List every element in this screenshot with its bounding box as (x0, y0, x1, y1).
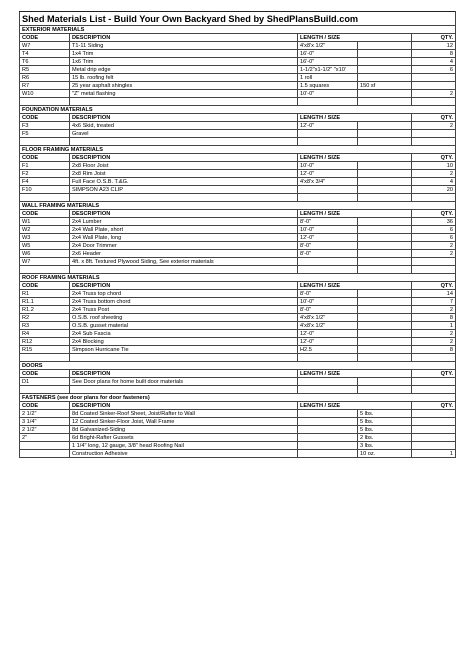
empty-cell (412, 354, 456, 362)
description-cell: 2x4 Blocking (70, 338, 298, 346)
length-header: LENGTH / SIZE (298, 210, 412, 218)
description-header: DESCRIPTION (70, 34, 298, 42)
empty-cell (412, 386, 456, 394)
code-header: CODE (20, 34, 70, 42)
extra-cell: 150 sf (358, 82, 412, 90)
table-row (20, 418, 456, 426)
table-row (20, 314, 456, 322)
qty-cell: 1 (412, 450, 456, 458)
length-cell: 1-1/2"x1-1/2" "x10' (298, 66, 358, 74)
qty-cell (412, 378, 456, 386)
code-cell: R2 (20, 314, 70, 322)
code-cell: W2 (20, 226, 70, 234)
length-header: LENGTH / SIZE (298, 370, 412, 378)
extra-cell: 3 lbs. (358, 442, 412, 450)
table-row (20, 290, 456, 298)
qty-header: QTY. (412, 154, 456, 162)
qty-header: QTY. (412, 210, 456, 218)
empty-cell (298, 194, 358, 202)
extra-cell (358, 258, 412, 266)
description-cell: 2x4 Truss top chord (70, 290, 298, 298)
extra-cell: 5 lbs. (358, 426, 412, 434)
section-title-row (20, 106, 456, 114)
section-title: EXTERIOR MATERIALS (20, 26, 456, 34)
description-cell: 2x4 Wall Plate, long (70, 234, 298, 242)
extra-cell (358, 170, 412, 178)
empty-cell (20, 354, 70, 362)
code-cell: R5 (20, 66, 70, 74)
empty-cell (298, 138, 358, 146)
code-cell: 3 1/4" (20, 418, 70, 426)
extra-cell: 5 lbs. (358, 418, 412, 426)
table-row (20, 130, 456, 138)
length-cell (298, 442, 358, 450)
qty-header: QTY. (412, 34, 456, 42)
description-cell: O.S.B. roof sheeting (70, 314, 298, 322)
column-header-row (20, 402, 456, 410)
extra-cell (358, 42, 412, 50)
code-cell: F1 (20, 162, 70, 170)
code-cell: T4 (20, 50, 70, 58)
table-row (20, 82, 456, 90)
empty-cell (70, 386, 298, 394)
length-header: LENGTH / SIZE (298, 282, 412, 290)
description-cell: Gravel (70, 130, 298, 138)
section-title: FOUNDATION MATERIALS (20, 106, 456, 114)
length-cell (298, 434, 358, 442)
qty-cell: 2 (412, 250, 456, 258)
column-header-row (20, 210, 456, 218)
code-cell: F3 (20, 122, 70, 130)
column-header-row (20, 370, 456, 378)
code-cell: F5 (20, 130, 70, 138)
spacer-row (20, 194, 456, 202)
empty-cell (20, 138, 70, 146)
table-row (20, 186, 456, 194)
qty-cell: 8 (412, 314, 456, 322)
qty-cell: 20 (412, 186, 456, 194)
qty-cell: 4 (412, 58, 456, 66)
code-cell (20, 442, 70, 450)
length-cell: 8'-0" (298, 250, 358, 258)
extra-cell (358, 90, 412, 98)
spacer-row (20, 138, 456, 146)
spacer-row (20, 98, 456, 106)
qty-header: QTY. (412, 282, 456, 290)
code-cell: F10 (20, 186, 70, 194)
page-title: Shed Materials List - Build Your Own Backyard Shed by ShedPlansBuild.com (20, 12, 456, 26)
empty-cell (70, 194, 298, 202)
table-row (20, 330, 456, 338)
description-cell: SIMPSON A23 CLIP (70, 186, 298, 194)
qty-cell (412, 130, 456, 138)
length-cell: 16'-0" (298, 50, 358, 58)
spacer-row (20, 266, 456, 274)
qty-cell (412, 258, 456, 266)
table-row (20, 434, 456, 442)
code-cell: W10 (20, 90, 70, 98)
table-row (20, 90, 456, 98)
table-row (20, 410, 456, 418)
length-cell (298, 426, 358, 434)
table-row (20, 306, 456, 314)
empty-cell (412, 194, 456, 202)
description-cell: 2x4 Lumber (70, 218, 298, 226)
length-cell: H2.5 (298, 346, 358, 354)
table-row (20, 378, 456, 386)
description-header: DESCRIPTION (70, 154, 298, 162)
materials-sheet (19, 11, 455, 458)
description-cell: 2x4 Door Trimmer (70, 242, 298, 250)
length-cell: 4'x8'x 1/2" (298, 322, 358, 330)
length-cell: 10'-0" (298, 226, 358, 234)
table-row (20, 258, 456, 266)
qty-cell: 2 (412, 170, 456, 178)
length-cell (298, 258, 358, 266)
length-cell: 8'-0" (298, 290, 358, 298)
length-cell: 10'-0" (298, 298, 358, 306)
empty-cell (20, 98, 70, 106)
section-title: DOORS (20, 362, 456, 370)
materials-table (19, 11, 456, 458)
description-cell: Metal drip edge (70, 66, 298, 74)
description-cell: 8d Galvanized-Siding (70, 426, 298, 434)
qty-cell: 8 (412, 50, 456, 58)
table-row (20, 242, 456, 250)
length-cell: 16'-0" (298, 58, 358, 66)
code-cell: R6 (20, 74, 70, 82)
empty-cell (412, 266, 456, 274)
description-header: DESCRIPTION (70, 370, 298, 378)
description-cell: 1x6 Trim (70, 58, 298, 66)
description-cell: Full Face O.S.B. T.&G. (70, 178, 298, 186)
code-cell: 2" (20, 434, 70, 442)
empty-cell (298, 98, 358, 106)
section-title: FLOOR FRAMING MATERIALS (20, 146, 456, 154)
description-cell: 1x4 Trim (70, 50, 298, 58)
description-cell: Construction Adhesive (70, 450, 298, 458)
table-row (20, 178, 456, 186)
extra-cell (358, 162, 412, 170)
description-cell: 25 year asphalt shingles (70, 82, 298, 90)
code-header: CODE (20, 402, 70, 410)
section-title: ROOF FRAMING MATERIALS (20, 274, 456, 282)
code-cell: T6 (20, 58, 70, 66)
empty-cell (20, 266, 70, 274)
length-cell: 4'x8'x 3/4" (298, 178, 358, 186)
code-cell: R3 (20, 322, 70, 330)
length-header: LENGTH / SIZE (298, 114, 412, 122)
table-row (20, 450, 456, 458)
empty-cell (70, 138, 298, 146)
qty-cell: 2 (412, 122, 456, 130)
code-header: CODE (20, 282, 70, 290)
description-header: DESCRIPTION (70, 402, 298, 410)
table-row (20, 50, 456, 58)
extra-cell: 2 lbs. (358, 434, 412, 442)
code-cell: W7 (20, 258, 70, 266)
code-header: CODE (20, 114, 70, 122)
empty-cell (298, 386, 358, 394)
description-cell: T1-11 Siding (70, 42, 298, 50)
description-cell: "Z" metal flashing (70, 90, 298, 98)
code-cell: F2 (20, 170, 70, 178)
extra-cell (358, 250, 412, 258)
code-cell: R1.2 (20, 306, 70, 314)
table-row (20, 122, 456, 130)
qty-cell: 10 (412, 162, 456, 170)
length-cell (298, 410, 358, 418)
code-cell (20, 450, 70, 458)
qty-header: QTY. (412, 402, 456, 410)
code-header: CODE (20, 154, 70, 162)
empty-cell (20, 194, 70, 202)
code-cell: R15 (20, 346, 70, 354)
section-title: WALL FRAMING MATERIALS (20, 202, 456, 210)
length-cell (298, 186, 358, 194)
empty-cell (358, 194, 412, 202)
length-cell: 12'-0" (298, 122, 358, 130)
empty-cell (298, 266, 358, 274)
extra-cell (358, 226, 412, 234)
length-cell: 4'x8'x 1/2" (298, 314, 358, 322)
section-title-row (20, 202, 456, 210)
code-header: CODE (20, 370, 70, 378)
length-cell: 1.5 squares (298, 82, 358, 90)
code-cell: D1 (20, 378, 70, 386)
table-row (20, 250, 456, 258)
spacer-row (20, 386, 456, 394)
length-header: LENGTH / SIZE (298, 154, 412, 162)
qty-cell: 4 (412, 178, 456, 186)
length-cell: 12'-0" (298, 170, 358, 178)
empty-cell (358, 386, 412, 394)
empty-cell (70, 354, 298, 362)
description-header: DESCRIPTION (70, 210, 298, 218)
extra-cell (358, 218, 412, 226)
length-cell: 12'-0" (298, 234, 358, 242)
qty-cell: 12 (412, 42, 456, 50)
code-cell: R4 (20, 330, 70, 338)
extra-cell (358, 330, 412, 338)
extra-cell (358, 378, 412, 386)
length-cell: 10'-0" (298, 90, 358, 98)
table-row (20, 66, 456, 74)
code-cell: R1 (20, 290, 70, 298)
qty-cell (412, 426, 456, 434)
table-row (20, 234, 456, 242)
qty-cell (412, 418, 456, 426)
code-cell: R12 (20, 338, 70, 346)
qty-cell: 2 (412, 330, 456, 338)
empty-cell (358, 98, 412, 106)
empty-cell (70, 98, 298, 106)
table-row (20, 58, 456, 66)
description-cell: 12 Coated Sinker-Floor Joist, Wall Frame (70, 418, 298, 426)
table-row (20, 338, 456, 346)
description-cell: 2x4 Wall Plate, short (70, 226, 298, 234)
description-cell: 2x4 Sub Fascia (70, 330, 298, 338)
qty-cell (412, 82, 456, 90)
extra-cell (358, 50, 412, 58)
length-cell (298, 378, 358, 386)
qty-cell: 2 (412, 242, 456, 250)
section-title: FASTENERS (see door plans for door fasteners) (20, 394, 456, 402)
description-cell: 2x8 Rim Joist (70, 170, 298, 178)
extra-cell (358, 290, 412, 298)
description-cell: 2x4 Truss bottom chord (70, 298, 298, 306)
extra-cell: 5 lbs. (358, 410, 412, 418)
length-cell (298, 130, 358, 138)
code-header: CODE (20, 210, 70, 218)
qty-header: QTY. (412, 370, 456, 378)
qty-cell: 6 (412, 234, 456, 242)
description-cell: 15 lb. roofing felt (70, 74, 298, 82)
table-row (20, 426, 456, 434)
qty-cell (412, 434, 456, 442)
length-cell: 12'-0" (298, 330, 358, 338)
qty-header: QTY. (412, 114, 456, 122)
table-row (20, 442, 456, 450)
title-row (20, 12, 456, 26)
qty-cell (412, 442, 456, 450)
qty-cell: 6 (412, 226, 456, 234)
description-cell: 2x8 Floor Joist (70, 162, 298, 170)
empty-cell (20, 386, 70, 394)
section-title-row (20, 146, 456, 154)
length-cell: 1 roll (298, 74, 358, 82)
qty-cell: 36 (412, 218, 456, 226)
table-row (20, 346, 456, 354)
column-header-row (20, 154, 456, 162)
length-cell (298, 450, 358, 458)
column-header-row (20, 34, 456, 42)
table-row (20, 322, 456, 330)
extra-cell (358, 322, 412, 330)
description-cell: 4x6 Skid, treated (70, 122, 298, 130)
column-header-row (20, 114, 456, 122)
empty-cell (70, 266, 298, 274)
description-cell: See Door plans for home built door materials (70, 378, 298, 386)
length-cell (298, 418, 358, 426)
qty-cell: 14 (412, 290, 456, 298)
table-row (20, 42, 456, 50)
extra-cell (358, 242, 412, 250)
description-cell: 4ft. x 8ft. Textured Plywood Siding, See exterior materials (70, 258, 298, 266)
extra-cell (358, 178, 412, 186)
code-cell: W6 (20, 250, 70, 258)
section-title-row (20, 394, 456, 402)
code-cell: R7 (20, 82, 70, 90)
length-cell: 8'-0" (298, 242, 358, 250)
extra-cell (358, 130, 412, 138)
code-cell: F4 (20, 178, 70, 186)
length-cell: 8'-0" (298, 306, 358, 314)
description-cell: 2x6 Header (70, 250, 298, 258)
qty-cell: 7 (412, 298, 456, 306)
table-row (20, 170, 456, 178)
extra-cell (358, 122, 412, 130)
description-header: DESCRIPTION (70, 282, 298, 290)
extra-cell (358, 74, 412, 82)
length-cell: 12'-0" (298, 338, 358, 346)
extra-cell (358, 314, 412, 322)
qty-cell: 1 (412, 322, 456, 330)
empty-cell (412, 138, 456, 146)
empty-cell (298, 354, 358, 362)
section-title-row (20, 362, 456, 370)
qty-cell: 2 (412, 306, 456, 314)
qty-cell: 8 (412, 346, 456, 354)
materials-table-body (20, 12, 456, 458)
empty-cell (358, 266, 412, 274)
description-cell: Simpson Hurricane Tie (70, 346, 298, 354)
description-header: DESCRIPTION (70, 114, 298, 122)
description-cell: 2x4 Truss Post (70, 306, 298, 314)
length-cell: 10'-0" (298, 162, 358, 170)
table-row (20, 74, 456, 82)
code-cell: W7 (20, 42, 70, 50)
extra-cell: 10 oz. (358, 450, 412, 458)
section-title-row (20, 274, 456, 282)
length-cell: 8'-0" (298, 218, 358, 226)
code-cell: 2 1/2" (20, 410, 70, 418)
code-cell: W3 (20, 234, 70, 242)
description-cell: 1 1/4" long, 12 gauge, 3/8" head Roofing Nail (70, 442, 298, 450)
table-row (20, 162, 456, 170)
code-cell: W1 (20, 218, 70, 226)
extra-cell (358, 58, 412, 66)
spacer-row (20, 354, 456, 362)
empty-cell (412, 98, 456, 106)
qty-cell: 2 (412, 338, 456, 346)
description-cell: O.S.B. gusset material (70, 322, 298, 330)
extra-cell (358, 298, 412, 306)
code-cell: R1.1 (20, 298, 70, 306)
description-cell: 8d Coated Sinker-Roof Sheet, Joist/Rafter to Wall (70, 410, 298, 418)
extra-cell (358, 338, 412, 346)
length-header: LENGTH / SIZE (298, 402, 412, 410)
column-header-row (20, 282, 456, 290)
table-row (20, 298, 456, 306)
extra-cell (358, 186, 412, 194)
empty-cell (358, 138, 412, 146)
length-cell: 4'x8'x 1/2" (298, 42, 358, 50)
code-cell: W5 (20, 242, 70, 250)
extra-cell (358, 66, 412, 74)
extra-cell (358, 346, 412, 354)
section-title-row (20, 26, 456, 34)
qty-cell (412, 410, 456, 418)
qty-cell (412, 74, 456, 82)
empty-cell (358, 354, 412, 362)
code-cell: 2 1/2" (20, 426, 70, 434)
description-cell: 6d Bright-Rafter Gussets (70, 434, 298, 442)
table-row (20, 218, 456, 226)
qty-cell: 2 (412, 90, 456, 98)
length-header: LENGTH / SIZE (298, 34, 412, 42)
extra-cell (358, 234, 412, 242)
extra-cell (358, 306, 412, 314)
qty-cell: 6 (412, 66, 456, 74)
table-row (20, 226, 456, 234)
